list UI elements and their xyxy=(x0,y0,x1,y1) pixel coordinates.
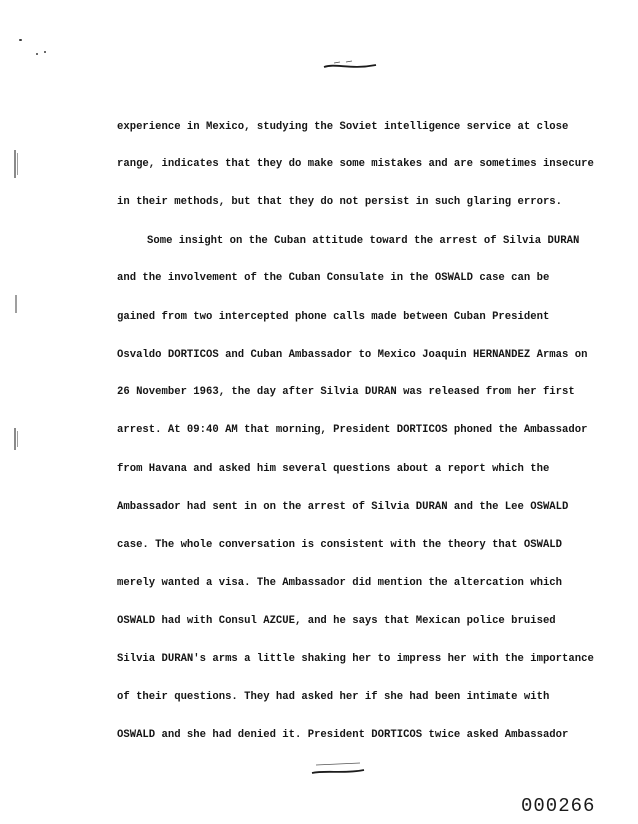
binding-mark xyxy=(14,428,16,450)
text-line: and the involvement of the Cuban Consulate in the OSWALD case can be xyxy=(117,272,550,284)
top-scribble-mark xyxy=(320,58,380,74)
text-line: OSWALD had with Consul AZCUE, and he says that Mexican police bruised xyxy=(117,615,556,627)
binding-mark xyxy=(17,431,18,447)
text-line: OSWALD and she had denied it. President DORTICOS twice asked Ambassador xyxy=(117,729,569,741)
text-line: from Havana and asked him several questions about a report which the xyxy=(117,463,550,475)
scan-speck xyxy=(19,39,22,41)
scan-speck xyxy=(36,53,38,55)
text-line: 26 November 1963, the day after Silvia DURAN was released from her first xyxy=(117,386,575,398)
text-line: case. The whole conversation is consistent with the theory that OSWALD xyxy=(117,539,563,551)
binding-mark xyxy=(14,150,16,178)
page-number-stamp: 000266 xyxy=(521,795,596,817)
text-line: Some insight on the Cuban attitude toward the arrest of Silvia DURAN xyxy=(147,235,580,247)
text-line: range, indicates that they do make some mistakes and are sometimes insecure xyxy=(117,158,594,170)
text-line: Osvaldo DORTICOS and Cuban Ambassador to Mexico Joaquin HERNANDEZ Armas on xyxy=(117,349,588,361)
bottom-scribble-mark xyxy=(308,760,368,780)
text-line: Ambassador had sent in on the arrest of Silvia DURAN and the Lee OSWALD xyxy=(117,501,569,513)
binding-mark xyxy=(17,153,18,175)
text-line: merely wanted a visa. The Ambassador did mention the altercation which xyxy=(117,577,563,589)
text-line: arrest. At 09:40 AM that morning, President DORTICOS phoned the Ambassador xyxy=(117,424,588,436)
text-line: experience in Mexico, studying the Soviet intelligence service at close xyxy=(117,121,569,133)
text-line: gained from two intercepted phone calls made between Cuban President xyxy=(117,311,550,323)
text-line: in their methods, but that they do not persist in such glaring errors. xyxy=(117,196,563,208)
text-line: of their questions. They had asked her if she had been intimate with xyxy=(117,691,550,703)
text-line: Silvia DURAN's arms a little shaking her to impress her with the importance xyxy=(117,653,594,665)
binding-mark xyxy=(15,295,17,313)
scan-speck xyxy=(44,51,46,53)
